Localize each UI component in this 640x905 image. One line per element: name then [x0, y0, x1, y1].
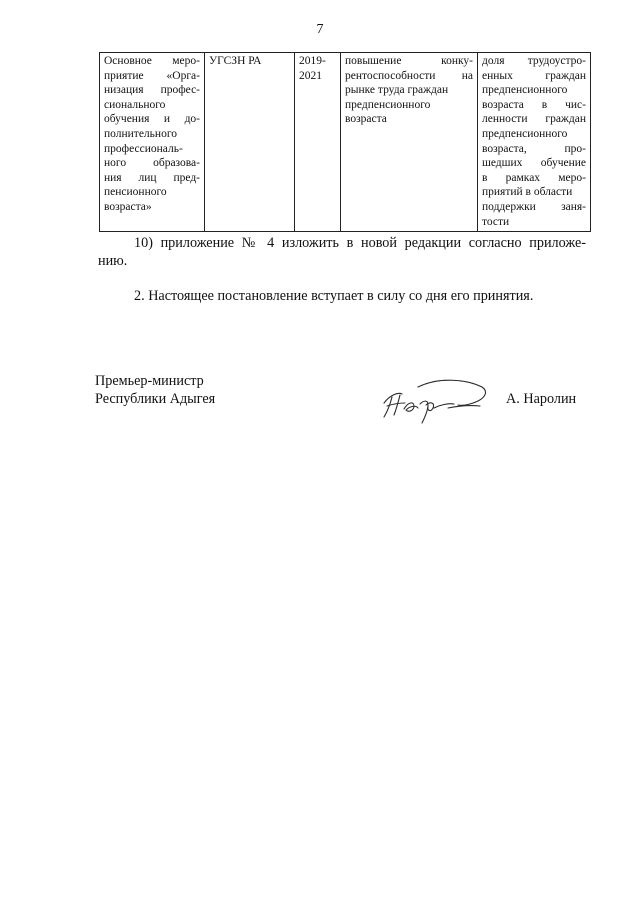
activity-line: пенсионного [104, 186, 167, 199]
result-line: рентоспособности на [345, 69, 473, 82]
period-line: 2019- [299, 55, 326, 67]
result-line: предпенсионного [345, 98, 431, 111]
indicator-line: возраста, про- [482, 142, 586, 155]
indicator-cell [478, 53, 591, 232]
result-cell [341, 53, 478, 232]
amendment-item-10 [98, 234, 586, 270]
signatory-title-line1: Премьер-министр [95, 373, 204, 389]
activity-line: Основное меро- [104, 55, 200, 67]
activity-line: профессиональ- [104, 142, 183, 155]
indicator-line: доля трудоустро- [482, 55, 586, 67]
indicator-line: тости [482, 215, 510, 228]
indicator-line: ленности граждан [482, 113, 586, 126]
period-line: 2021 [299, 69, 322, 82]
executor-text: УГСЗН РА [209, 55, 262, 67]
table-row [100, 53, 591, 232]
effective-date-clause: 2. Настоящее постановление вступает в силу со дня его принятия. [134, 288, 534, 304]
activity-line: приятие «Орга- [104, 69, 200, 82]
activity-line: обучения и до- [104, 113, 200, 126]
signatory-title-line2: Республики Адыгея [95, 391, 216, 407]
measures-table [99, 52, 591, 232]
indicator-line: предпенсионного [482, 127, 568, 140]
amendment-item-10-line2: нию. [98, 253, 128, 269]
activity-cell [100, 53, 205, 232]
indicator-line: приятий в области [482, 186, 573, 199]
period-cell [295, 53, 341, 232]
indicator-line: поддержки заня- [482, 200, 586, 213]
indicator-line: предпенсионного [482, 84, 568, 97]
signatory-name: А. Наролин [506, 391, 577, 407]
executor-cell [205, 53, 295, 232]
activity-line: полнительного [104, 127, 177, 140]
result-line: повышение конку- [345, 55, 473, 67]
indicator-line: енных граждан [482, 69, 586, 82]
amendment-item-10-line1: 10) приложение № 4 изложить в новой редакции согласно приложе- [134, 235, 586, 251]
activity-line: ного образова- [104, 157, 200, 170]
activity-line: возраста» [104, 200, 152, 213]
activity-line: низация профес- [104, 84, 200, 97]
indicator-line: возраста в чис- [482, 98, 586, 111]
result-line: рынке труда граждан [345, 84, 449, 97]
handwritten-signature [378, 375, 490, 425]
result-line: возраста [345, 113, 387, 126]
indicator-line: в рамках меро- [482, 171, 586, 184]
signatory-title [95, 372, 215, 408]
page-number: 7 [316, 22, 324, 37]
activity-line: ния лиц пред- [104, 171, 200, 184]
activity-line: сионального [104, 98, 166, 111]
indicator-line: шедших обучение [482, 157, 586, 170]
